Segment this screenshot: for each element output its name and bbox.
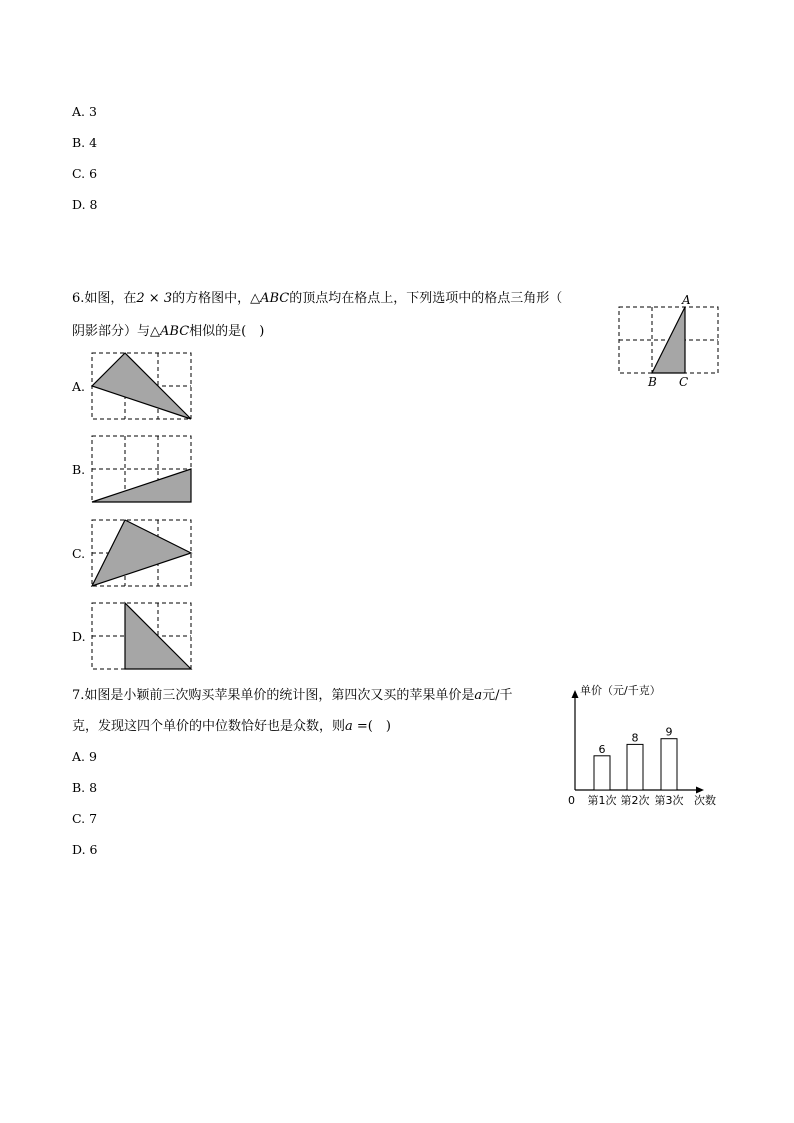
prev-option-c: C. 6 [72, 166, 98, 181]
q6-option-a-letter: A. [72, 379, 86, 394]
label-b: B [648, 375, 657, 389]
bar-value-label-3: 9 [665, 725, 673, 739]
origin-label: 0 [568, 794, 575, 807]
bar-value-label-2: 8 [631, 731, 639, 745]
q6-reference-figure [619, 293, 719, 389]
q7-bar-chart [560, 682, 725, 812]
bar-2 [627, 744, 643, 790]
q6-option-b-figure [92, 436, 192, 503]
category-label-3: 第3次 [654, 794, 684, 807]
bar-3 [661, 739, 677, 790]
prev-option-a: A. 3 [72, 104, 97, 119]
q6-option-b-letter: B. [72, 462, 86, 477]
q7-option-a: A. 9 [72, 749, 97, 764]
q6-stem-line2: 阴影部分）与△ABC相似的是( ) [72, 324, 265, 339]
q7-option-b: B. 8 [72, 780, 98, 795]
q7-option-d: D. 6 [72, 842, 98, 857]
x-axis-label: 次数 [694, 794, 716, 807]
q6-option-d-letter: D. [72, 629, 86, 644]
y-axis-label: 单价（元/千克） [580, 684, 661, 697]
prev-option-b: B. 4 [72, 135, 98, 150]
y-axis-arrow [572, 690, 579, 698]
category-label-2: 第2次 [620, 794, 650, 807]
q6-option-c-letter: C. [72, 546, 86, 561]
q6-option-a-figure [92, 353, 192, 420]
bar-1 [594, 756, 610, 790]
q6-stem-line1: 6.如图，在2 × 3的方格图中，△ABC的顶点均在格点上，下列选项中的格点三角形（ [72, 291, 563, 306]
x-axis-arrow [696, 787, 704, 794]
label-a: A [682, 293, 691, 307]
q7-stem-line1: 7.如图是小颖前三次购买苹果单价的统计图，第四次又买的苹果单价是a元/千 [72, 688, 513, 703]
prev-option-d: D. 8 [72, 197, 98, 212]
q6-option-c-figure [92, 520, 192, 587]
label-c: C [679, 375, 689, 389]
category-label-1: 第1次 [587, 794, 617, 807]
q7-option-c: C. 7 [72, 811, 98, 826]
bar-value-label-1: 6 [598, 742, 606, 756]
q7-stem-line2: 克，发现这四个单价的中位数恰好也是众数，则a =( ) [72, 719, 391, 734]
q6-option-d-figure [92, 603, 192, 670]
